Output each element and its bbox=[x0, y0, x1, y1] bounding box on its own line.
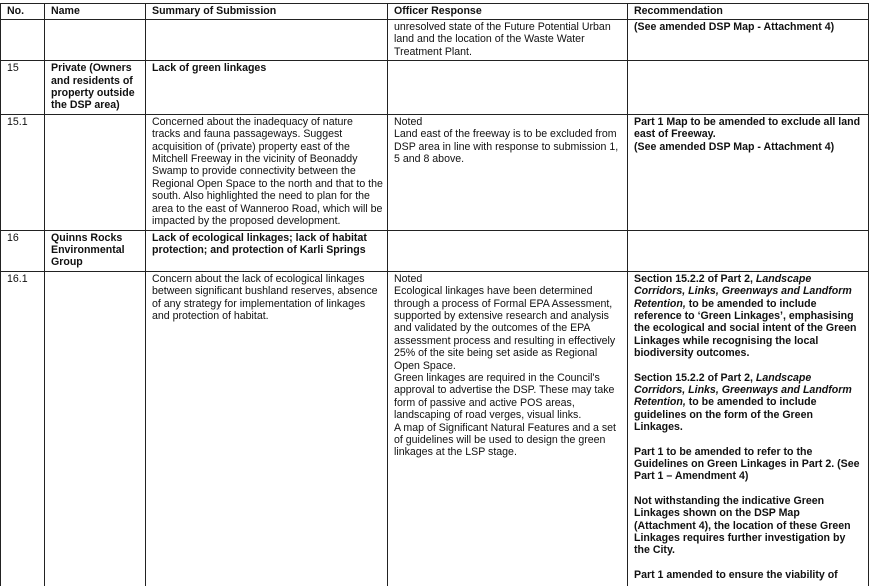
recommendation-text: (See amended DSP Map - Attachment 4) bbox=[634, 21, 835, 33]
cell-summary bbox=[146, 20, 388, 61]
table-row bbox=[1, 271, 869, 586]
cell-no: 16.1 bbox=[1, 271, 45, 586]
cell-name bbox=[45, 20, 146, 61]
cell-response bbox=[388, 271, 628, 586]
recommendation-paragraph bbox=[634, 273, 864, 360]
rec-section-title: Landscape Corridors, Links, Greenways and Landform Retention, bbox=[634, 272, 852, 310]
cell-no: 15 bbox=[1, 61, 45, 115]
cell-name: Quinns Rocks Environmental Group bbox=[45, 230, 146, 271]
submissions-table bbox=[0, 3, 869, 586]
cell-summary: Lack of ecological linkages; lack of habitat protection; and protection of Karli Springs bbox=[146, 230, 388, 271]
recommendation-paragraph: Not withstanding the indicative Green Linkages shown on the DSP Map (Attachment 4), the location of these Green Linkages requires further investigation by the City. bbox=[634, 494, 851, 557]
rec-text: to be amended to include reference to ‘Green Linkages’, emphasising the ecological and social intent of the Green Linkages while recognising the local biodiversity outcomes. bbox=[634, 297, 857, 360]
cell-response bbox=[388, 230, 628, 271]
response-text: unresolved state of the Future Potential Urban land and the location of the Waste Water Treatment Plant. bbox=[394, 21, 611, 58]
cell-no: 16 bbox=[1, 230, 45, 271]
table-row bbox=[1, 230, 869, 271]
rec-text: Section 15.2.2 of Part 2, bbox=[634, 272, 756, 285]
header-summary: Summary of Submission bbox=[146, 4, 388, 20]
cell-recommendation bbox=[628, 61, 869, 115]
cell-response bbox=[388, 61, 628, 115]
header-recommendation: Recommendation bbox=[628, 4, 869, 20]
response-paragraph: A map of Significant Natural Features and a set of guidelines will be used to design the green linkages at the LSP stage. bbox=[394, 421, 617, 459]
cell-summary: Lack of green linkages bbox=[146, 61, 388, 115]
cell-recommendation bbox=[628, 230, 869, 271]
recommendation-text: Part 1 Map to be amended to exclude all land east of Freeway. bbox=[634, 115, 861, 141]
cell-name: Private (Owners and residents of property outside the DSP area) bbox=[45, 61, 146, 115]
recommendation-paragraph: Part 1 amended to ensure the viability of bbox=[634, 568, 838, 581]
rec-text: Section 15.2.2 of Part 2, bbox=[634, 371, 756, 384]
cell-recommendation bbox=[628, 114, 869, 230]
response-noted: Noted bbox=[394, 115, 423, 128]
cell-name bbox=[45, 114, 146, 230]
response-text: Land east of the freeway is to be excluded from DSP area in line with response to submission 1, 5 and 8 above. bbox=[394, 128, 619, 166]
header-no: No. bbox=[1, 4, 45, 20]
cell-summary: Concerned about the inadequacy of nature tracks and fauna passageways. Suggest acquisition of (private) property east of the Mitchell Freeway in the vicinity of Beonaddy Swamp to provide connectivity between the Regional Open Space to the north and that to the south. Also highlighted the need to plan for the area to the east of Wanneroo Road, which will be impacted by the proposed development. bbox=[146, 114, 388, 230]
cell-recommendation bbox=[628, 271, 869, 586]
cell-name bbox=[45, 271, 146, 586]
cell-no: 15.1 bbox=[1, 114, 45, 230]
recommendation-attachment: (See amended DSP Map - Attachment 4) bbox=[634, 140, 835, 153]
cell-recommendation bbox=[628, 20, 869, 61]
header-name: Name bbox=[45, 4, 146, 20]
recommendation-paragraph bbox=[634, 372, 864, 434]
response-paragraph: Green linkages are required in the Council's approval to advertise the DSP. These may take form of passive and active POS areas, landscaping of road verges, visual links. bbox=[394, 371, 615, 422]
cell-no bbox=[1, 20, 45, 61]
header-row bbox=[1, 4, 869, 20]
rec-section-title: Landscape Corridors, Links, Greenways and Landform Retention, bbox=[634, 371, 852, 409]
cell-response bbox=[388, 114, 628, 230]
response-noted: Noted bbox=[394, 272, 423, 285]
table-row bbox=[1, 114, 869, 230]
cell-summary: Concern about the lack of ecological linkages between significant bushland reserves, absence of any strategy for implementation of linkages and protection of habitat. bbox=[146, 271, 388, 586]
recommendation-paragraph: Part 1 to be amended to refer to the Guidelines on Green Linkages in Part 2. (See Part 1 – Amendment 4) bbox=[634, 445, 860, 483]
table-row bbox=[1, 61, 869, 115]
response-paragraph: Ecological linkages have been determined through a process of Formal EPA Assessment, supported by extensive research and analysis and validated by the outcomes of the EPA assessment process and resulting in effectively 25% of the site being set aside as Regional Open Space. bbox=[394, 285, 616, 372]
rec-text: to be amended to include guidelines on the form of the Green Linkages. bbox=[634, 396, 817, 434]
header-response: Officer Response bbox=[388, 4, 628, 20]
table-row bbox=[1, 20, 869, 61]
cell-response bbox=[388, 20, 628, 61]
